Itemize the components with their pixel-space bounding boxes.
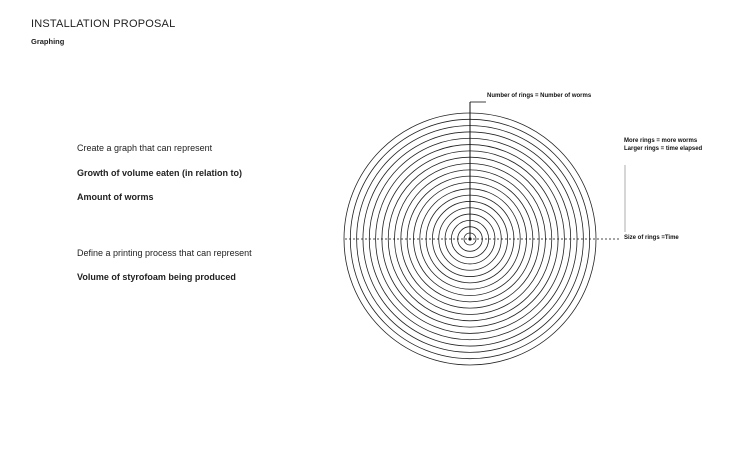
intro-text: Create a graph that can represent [77,143,213,153]
worms-text: Amount of worms [77,192,154,202]
larger-rings-label: Larger rings = time elapsed [624,146,703,152]
growth-text: Growth of volume eaten (in relation to) [77,168,243,178]
size-time-label: Size of rings =Time [624,235,679,241]
more-rings-label: More rings = more worms [624,138,698,144]
page-title: INSTALLATION PROPOSAL [31,18,176,30]
styrofoam-text: Volume of styrofoam being produced [77,272,236,282]
page-subtitle: Graphing [31,37,65,46]
center-dot [468,237,471,240]
rings-worms-label: Number of rings = Number of worms [487,93,592,99]
printing-text: Define a printing process that can represent [77,248,252,258]
